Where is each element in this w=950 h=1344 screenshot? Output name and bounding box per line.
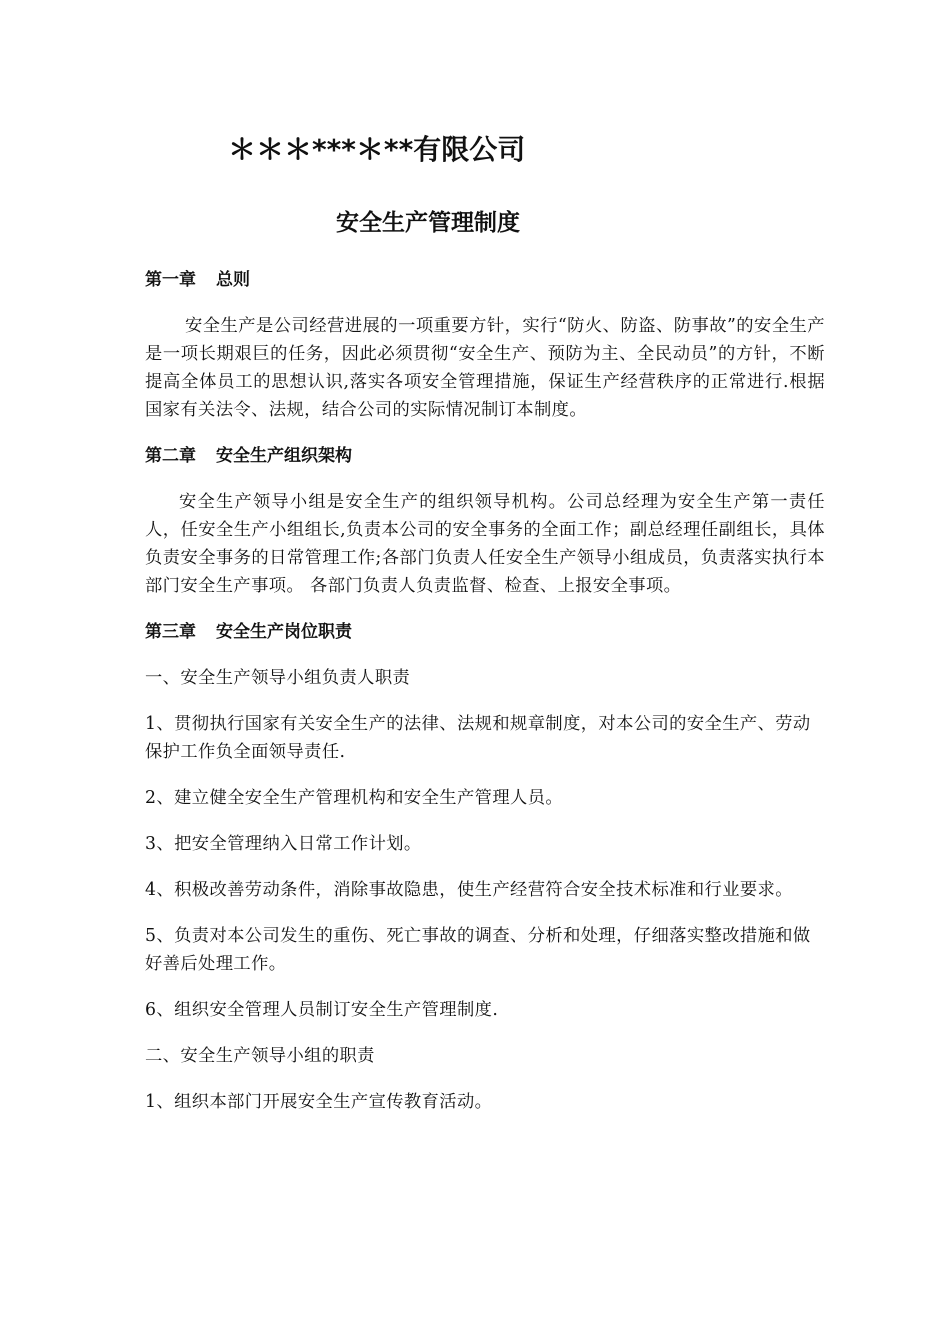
list-item: 5、负责对本公司发生的重伤、死亡事故的调查、分析和处理，仔细落实整改措施和做好善后处理工作。 (145, 926, 811, 974)
chapter-heading-2 (145, 442, 825, 470)
chapter-name: 安全生产岗位职责 (216, 622, 352, 642)
list-item: 3、把安全管理纳入日常工作计划。 (145, 834, 422, 854)
chapter-name: 安全生产组织架构 (216, 446, 352, 466)
document-body (145, 266, 825, 1134)
list-item: 2、建立健全安全生产管理机构和安全生产管理人员。 (145, 788, 564, 808)
list-item: 4、积极改善劳动条件，消除事故隐患，使生产经营符合安全技术标准和行业要求。 (145, 880, 793, 900)
chapter-number: 第三章 (145, 622, 196, 642)
company-name: ＊＊＊***＊**有限公司 (228, 133, 526, 166)
list-item: 1、贯彻执行国家有关安全生产的法律、法规和规章制度，对本公司的安全生产、劳动保护工作负全面领导责任. (145, 714, 811, 762)
chapter-2-paragraph: 安全生产领导小组是安全生产的组织领导机构。公司总经理为安全生产第一责任人，任安全生产小组组长,负责本公司的安全事务的全面工作；副总经理任副组长，具体负责安全事务的日常管理工作;各部门负责人任安全生产领导小组成员，负责落实执行本部门安全生产事项。 各部门负责人负责监督、检查、上报安全事项。 (145, 492, 825, 596)
chapter-heading-3 (145, 618, 825, 646)
chapter-heading-1 (145, 266, 825, 294)
section-heading-1: 一、安全生产领导小组负责人职责 (145, 668, 411, 688)
chapter-1-paragraph: 安全生产是公司经营进展的一项重要方针，实行“防火、防盗、防事故”的安全生产是一项长期艰巨的任务，因此必须贯彻“安全生产、预防为主、全民动员”的方针，不断提高全体员工的思想认识,落实各项安全管理措施，保证生产经营秩序的正常进行.根据国家有关法令、法规，结合公司的实际情况制订本制度。 (145, 316, 825, 420)
list-item: 6、组织安全管理人员制订安全生产管理制度. (145, 1000, 499, 1020)
chapter-number: 第一章 (145, 270, 196, 290)
chapter-number: 第二章 (145, 446, 196, 466)
section-heading-2: 二、安全生产领导小组的职责 (145, 1046, 375, 1066)
chapter-name: 总则 (216, 270, 250, 290)
document-title: 安全生产管理制度 (336, 210, 520, 236)
list-item: 1、组织本部门开展安全生产宣传教育活动。 (145, 1092, 493, 1112)
